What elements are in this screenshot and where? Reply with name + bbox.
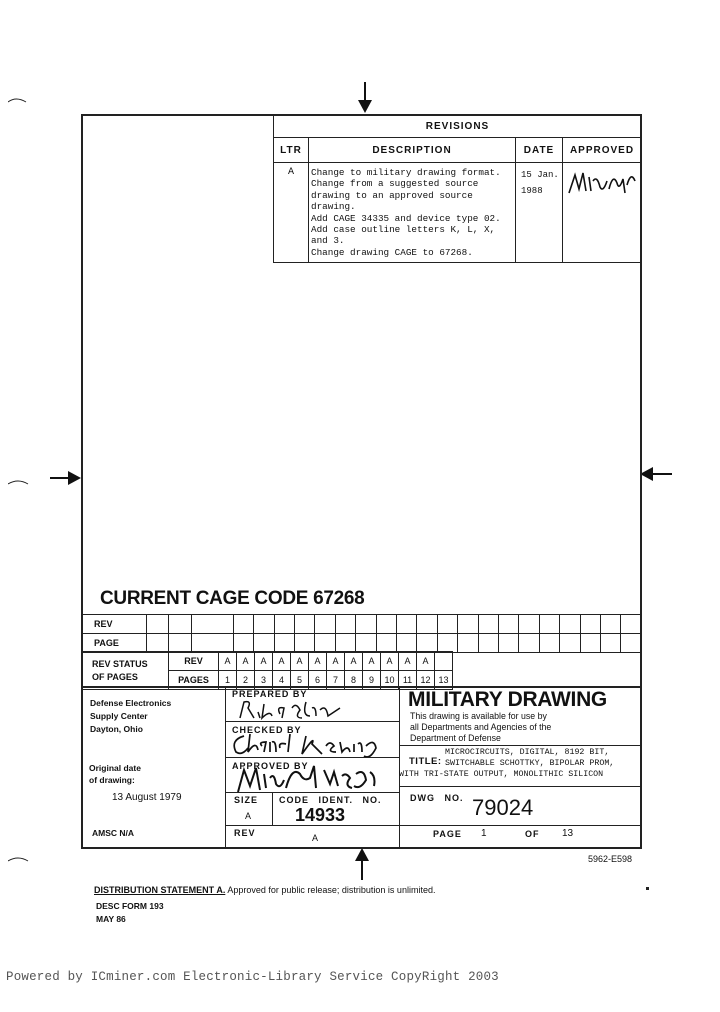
- original-date: 13 August 1979: [112, 792, 182, 803]
- page-cell: 7: [327, 671, 345, 690]
- revisions-block: [273, 114, 642, 263]
- rev-cell: A: [255, 652, 273, 671]
- rev-cell: A: [345, 652, 363, 671]
- checked-by-cell: [225, 721, 400, 758]
- page-label: PAGE: [82, 634, 147, 653]
- code-ident-value: 14933: [295, 805, 346, 825]
- rev-cell-block: [225, 825, 400, 849]
- prepared-by-signature: [236, 698, 346, 722]
- page-block-label: PAGE: [433, 829, 462, 839]
- rev-row-label: REV: [169, 652, 219, 671]
- rev-cell: A: [273, 652, 291, 671]
- rev-cell: A: [363, 652, 381, 671]
- rev-status-grid: [81, 614, 642, 653]
- title-cell: [399, 745, 642, 785]
- approval-signature: [567, 167, 639, 197]
- current-cage-code: CURRENT CAGE CODE 67268: [100, 588, 365, 609]
- page-cell: 6: [309, 671, 327, 690]
- code-ident-label: CODE IDENT. NO.: [279, 795, 382, 805]
- amsc-label: AMSC N/A: [92, 828, 135, 838]
- rev-cell: A: [417, 652, 435, 671]
- size-value: A: [245, 811, 252, 821]
- page-cell-block: [399, 826, 642, 848]
- left-arrow-icon: [50, 471, 82, 485]
- rev-label: REV: [82, 615, 147, 634]
- rev-status-rows: [81, 651, 642, 690]
- scan-mark-icon: [8, 96, 28, 106]
- rev-cell: A: [327, 652, 345, 671]
- ltr-header: LTR: [274, 138, 309, 163]
- original-date-label: Original date of drawing:: [89, 763, 141, 785]
- footer-copyright: Powered by ICminer.com Electronic-Library Service CopyRight 2003: [6, 970, 499, 984]
- checked-by-label: CHECKED BY: [232, 725, 302, 735]
- size-label: SIZE: [234, 795, 259, 805]
- revision-letter: A: [274, 163, 309, 263]
- page-cell: 13: [435, 671, 453, 690]
- rev-cell: A: [381, 652, 399, 671]
- pages-row-label: PAGES: [169, 671, 219, 690]
- code-ident-cell: [272, 792, 400, 826]
- form-number: DESC FORM 193 MAY 86: [96, 901, 164, 924]
- distribution-text: Approved for public release; distribution is unlimited.: [227, 885, 436, 895]
- rev-cell: A: [309, 652, 327, 671]
- availability-notice: This drawing is available for use by all Departments and Agencies of the Department of Defense: [410, 711, 552, 743]
- bottom-arrow-icon: [355, 848, 369, 880]
- military-drawing-heading: MILITARY DRAWING: [408, 688, 607, 711]
- drawing-title: MICROCIRCUITS, DIGITAL, 8192 BIT, SWITCHABLE SCHOTTKY, BIPOLAR PROM, WITH TRI-STATE OUTPUT, MONOLITHIC SILICON: [399, 748, 615, 779]
- rev-block-value: A: [312, 833, 319, 843]
- rev-block-label: REV: [234, 828, 256, 838]
- page-block-value: 1: [481, 828, 487, 839]
- distribution-label: DISTRIBUTION STATEMENT A.: [94, 885, 226, 895]
- revision-description: Change to military drawing format. Change from a suggested source drawing to an approved source drawing. Add CAGE 34335 and device type 02. Add case outline letters K, L, X, and 3. Change drawing CAGE to 67268.: [309, 163, 516, 263]
- rev-cell: A: [291, 652, 309, 671]
- of-total-value: 13: [562, 828, 574, 839]
- rev-cell: A: [219, 652, 237, 671]
- distribution-statement: [94, 885, 435, 895]
- page-cell: 2: [237, 671, 255, 690]
- agency-name: Defense Electronics Supply Center Dayton, Ohio: [90, 698, 172, 734]
- page-cell: 11: [399, 671, 417, 690]
- top-arrow-icon: [358, 82, 372, 114]
- revisions-title: REVISIONS: [274, 115, 642, 138]
- description-header: DESCRIPTION: [309, 138, 516, 163]
- of-label: OF: [525, 829, 540, 839]
- page-cell: 9: [363, 671, 381, 690]
- dwg-no-cell: [399, 786, 642, 826]
- page-cell: 1: [219, 671, 237, 690]
- prepared-by-cell: [225, 686, 400, 722]
- rev-cell: A: [237, 652, 255, 671]
- date-header: DATE: [516, 138, 563, 163]
- approved-header: APPROVED: [563, 138, 642, 163]
- rev-status-label: REV STATUS OF PAGES: [82, 652, 169, 690]
- right-arrow-icon: [640, 467, 672, 481]
- revision-approved: [563, 163, 642, 263]
- dwg-no-value: 79024: [472, 795, 534, 820]
- prepared-by-label: PREPARED BY: [232, 689, 308, 699]
- approved-by-signature: [234, 760, 384, 794]
- scan-mark-icon: [8, 855, 30, 865]
- page-cell: 10: [381, 671, 399, 690]
- rev-cell: [435, 652, 453, 671]
- size-cell: [225, 792, 273, 826]
- page-cell: 3: [255, 671, 273, 690]
- page-cell: 5: [291, 671, 309, 690]
- scan-mark-icon: [8, 478, 30, 488]
- revision-date: 15 Jan. 1988: [516, 163, 563, 263]
- dwg-no-label: DWG NO.: [410, 793, 464, 803]
- scan-dot: [646, 887, 649, 890]
- page-cell: 4: [273, 671, 291, 690]
- checked-by-signature: [230, 730, 382, 758]
- approved-by-cell: [225, 757, 400, 793]
- rev-cell: A: [399, 652, 417, 671]
- military-drawing-cell: [399, 686, 642, 746]
- document-number: 5962-E598: [588, 854, 633, 864]
- approved-by-label: APPROVED BY: [232, 761, 309, 771]
- page-cell: 12: [417, 671, 435, 690]
- title-label: TITLE:: [409, 756, 442, 767]
- page-cell: 8: [345, 671, 363, 690]
